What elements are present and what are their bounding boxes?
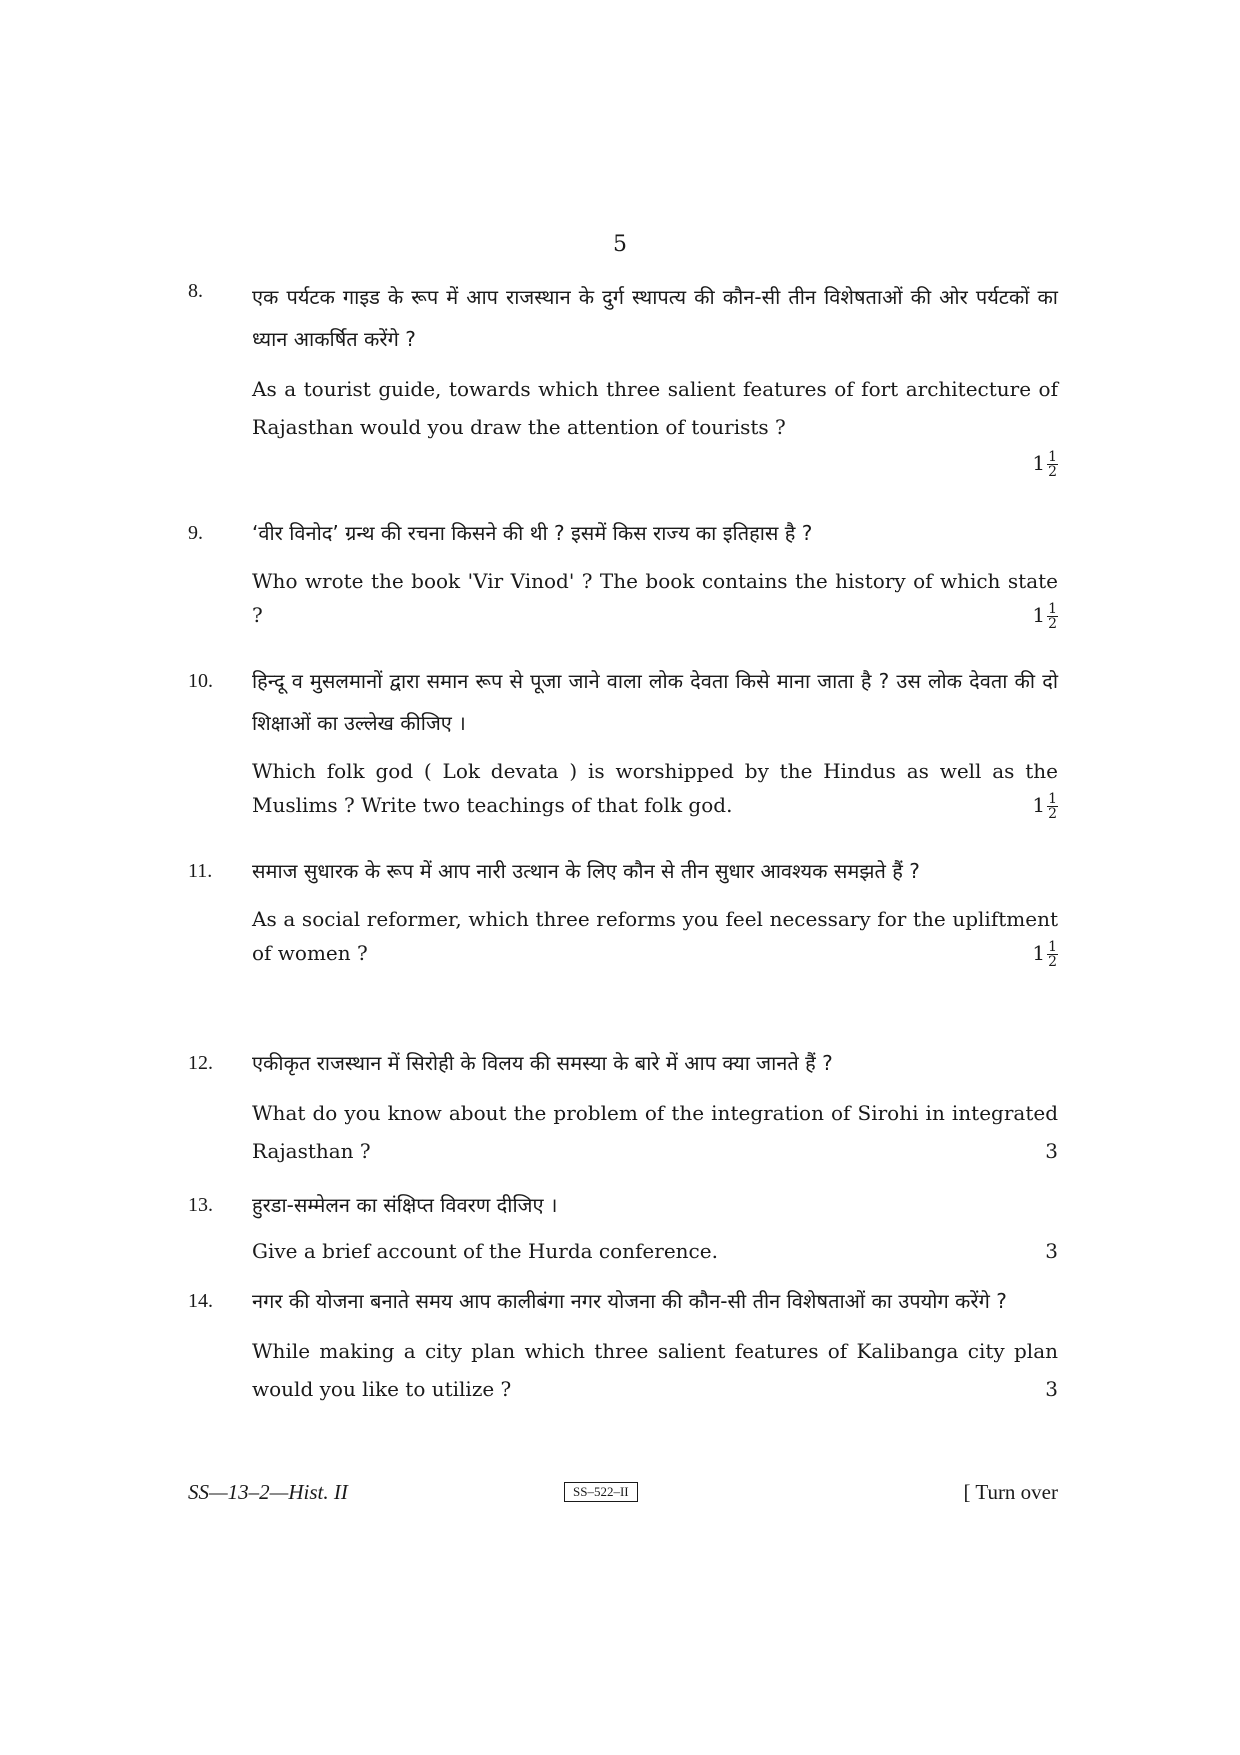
marks-fraction [1047,792,1058,821]
marks [1032,598,1058,632]
marks [1032,788,1058,822]
question-english-text: As a social reformer, which three reforms you feel necessary for the upliftment of women ? [252,907,1058,965]
marks-numerator: 1 [1048,791,1057,807]
marks-denominator: 2 [1048,616,1057,632]
question-english-text: Which folk god ( Lok devata ) is worshipped by the Hindus as well as the Muslims ? Write two teachings of that folk god. [252,759,1058,817]
question-9 [188,512,1058,632]
marks: 3 [1045,1239,1058,1263]
question-english [252,754,1058,822]
marks-whole: 1 [1032,603,1046,627]
question-number: 14. [188,1290,213,1312]
marks-whole: 1 [1032,451,1046,475]
question-11 [188,850,1058,970]
question-hindi: एकीकृत राजस्थान में सिरोही के विलय की समस्या के बारे में आप क्या जानते हैं ? [252,1051,833,1075]
question-english [252,564,1058,632]
question-number: 11. [188,860,213,882]
marks: 3 [1045,1377,1058,1401]
question-13 [188,1184,1058,1270]
page-number: 5 [613,232,627,257]
marks-numerator: 1 [1048,601,1057,617]
question-english [252,902,1058,970]
question-english-text: Give a brief account of the Hurda conference. [252,1239,718,1263]
marks-fraction [1047,602,1058,631]
paper-code: SS—13–2—Hist. II [188,1480,348,1504]
question-12 [188,1042,1058,1170]
marks-denominator: 2 [1048,806,1057,822]
question-english [252,1232,1058,1270]
question-english-text: While making a city plan which three salient features of Kalibanga city plan would you like to utilize ? [252,1339,1058,1401]
question-number: 8. [188,280,203,302]
question-number: 12. [188,1052,213,1074]
question-hindi: ‘वीर विनोद’ ग्रन्थ की रचना किसने की थी ? इसमें किस राज्य का इतिहास है ? [252,521,813,545]
marks-numerator: 1 [1048,449,1057,465]
marks-fraction [1047,940,1058,969]
footer [188,1480,1058,1510]
question-number: 13. [188,1194,213,1216]
question-8 [188,276,1058,479]
question-english: As a tourist guide, towards which three salient features of fort architecture of Rajasthan would you draw the attention of tourists ? [252,377,1058,439]
marks [188,450,1058,479]
question-hindi: हिन्दू व मुसलमानों द्वारा समान रूप से पूजा जाने वाला लोक देवता किसे माना जाता है ? उस लोक देवता की दो शिक्षाओं का उल्लेख कीजिए । [252,669,1058,735]
marks [1032,936,1058,970]
question-10 [188,660,1058,822]
question-number: 10. [188,670,213,692]
marks-whole: 1 [1032,941,1046,965]
question-hindi: समाज सुधारक के रूप में आप नारी उत्थान के लिए कौन से तीन सुधार आवश्यक समझते हैं ? [252,859,920,883]
question-hindi: एक पर्यटक गाइड के रूप में आप राजस्थान के दुर्ग स्थापत्य की कौन-सी तीन विशेषताओं की ओर पर्यटकों का ध्यान आकर्षित करेंगे ? [252,285,1058,351]
question-number: 9. [188,522,203,544]
question-14 [188,1280,1058,1408]
marks: 3 [1045,1139,1058,1163]
marks-fraction [1047,450,1058,479]
turn-over-note: [ Turn over [963,1480,1058,1504]
marks-numerator: 1 [1048,939,1057,955]
marks-denominator: 2 [1048,464,1057,480]
marks-denominator: 2 [1048,954,1057,970]
question-hindi: नगर की योजना बनाते समय आप कालीबंगा नगर योजना की कौन-सी तीन विशेषताओं का उपयोग करेंगे ? [252,1289,1007,1313]
question-english [252,1332,1058,1408]
question-english-text: Who wrote the book 'Vir Vinod' ? The book contains the history of which state ? [252,569,1058,627]
question-english [252,1094,1058,1170]
paper-box-code: SS–522–II [564,1482,638,1502]
question-hindi: हुरडा-सम्मेलन का संक्षिप्त विवरण दीजिए । [252,1193,558,1217]
question-english-text: What do you know about the problem of the integration of Sirohi in integrated Rajasthan ? [252,1101,1058,1163]
marks-whole: 1 [1032,793,1046,817]
